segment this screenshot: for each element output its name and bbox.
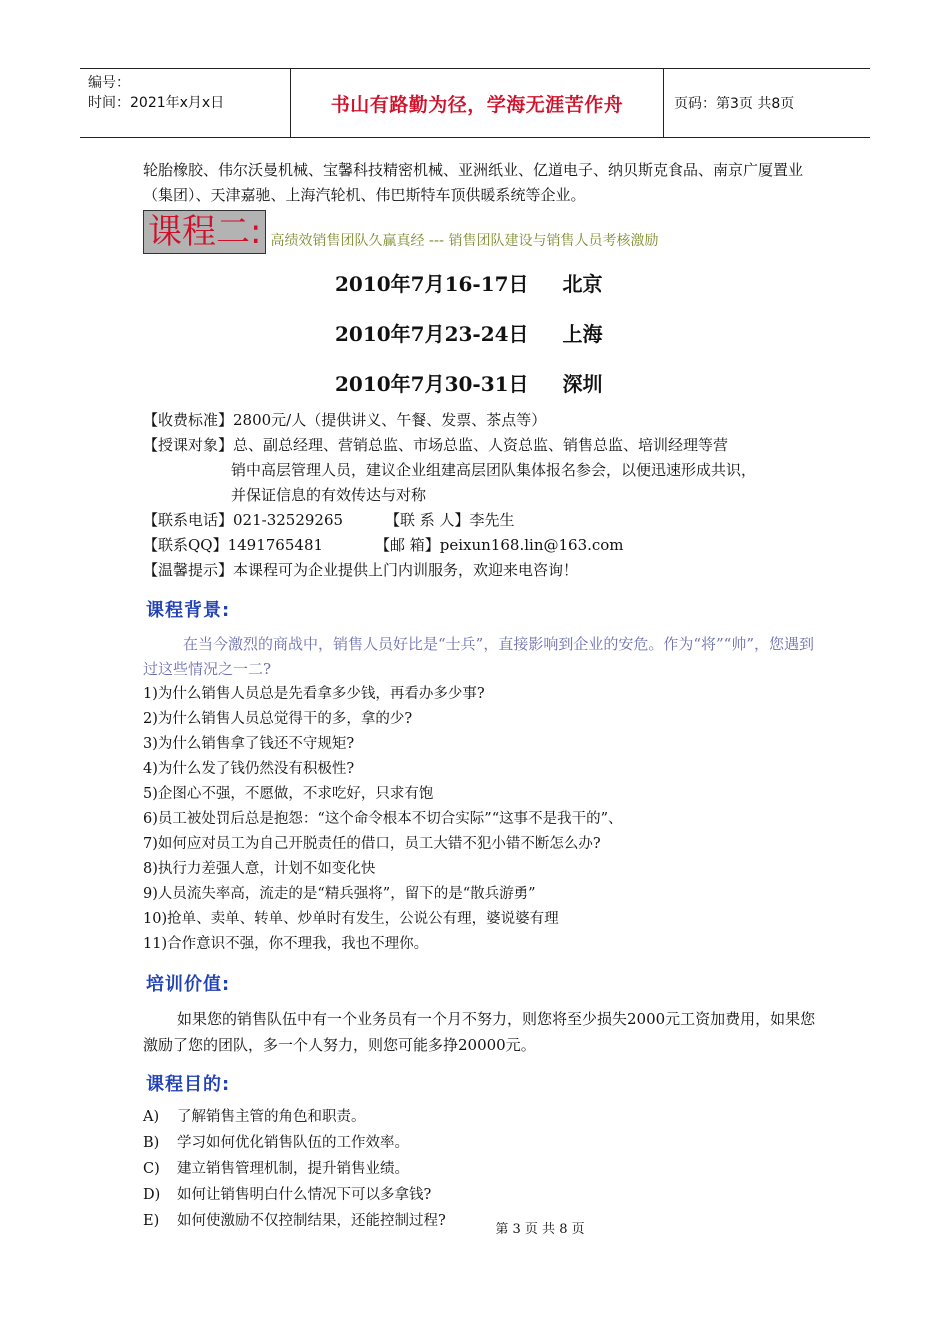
list-item: 8)执行力差强人意，计划不如变化快 [143,861,376,877]
list-item [143,1104,446,1130]
item-key: C) [143,1161,160,1177]
course-label: 课程二: [143,210,266,254]
session-item [335,318,603,368]
phone-line: 【联系电话】021-32529265 [143,511,344,529]
time-label: 时间：2021年x月x日 [88,95,225,111]
value-heading: 培训价值: [146,974,231,995]
footer-page-number: 第 3 页 共 8 页 [495,1222,585,1237]
audience-line: 【授课对象】总、副总经理、营销总监、市场总监、人资总监、销售总监、培训经理等营 [143,436,729,454]
session-date: 2010年7月30-31日 [335,372,529,396]
background-list [143,682,623,957]
number-label: 编号： [88,75,130,91]
item-key: A) [143,1109,160,1125]
item-text: 了解销售主管的角色和职责。 [177,1109,366,1125]
item-text: 建立销售管理机制，提升销售业绩。 [177,1161,409,1177]
list-item [143,1156,446,1182]
intro-paragraph: 轮胎橡胶、伟尔沃曼机械、宝馨科技精密机械、亚洲纸业、亿道电子、纳贝斯克食品、南京广厦置业（集团）、天津嘉驰、上海汽轮机、伟巴斯特车顶供暖系统等企业。 [143,161,804,204]
list-item [143,1130,446,1156]
qq-line: 【联系QQ】1491765481 [143,536,324,554]
item-key: E) [143,1213,160,1229]
session-city: 北京 [562,272,603,296]
contact-person: 【联 系 人】李先生 [385,511,515,529]
session-date: 2010年7月16-17日 [335,272,529,296]
tip-line: 【温馨提示】本课程可为企业提供上门内训服务，欢迎来电咨询！ [143,561,579,579]
session-city: 深圳 [562,372,603,396]
course-title-row [143,210,659,254]
audience-line: 销中高层管理人员，建议企业组建高层团队集体报名参会，以便迅速形成共识， [231,461,757,479]
goals-list [143,1104,446,1234]
header-meta [80,69,291,137]
list-item [143,1182,446,1208]
list-item: 3)为什么销售拿了钱还不守规矩? [143,736,355,752]
list-item: 5)企图心不强，不愿做，不求吃好，只求有饱 [143,786,434,802]
list-item: 9)人员流失率高，流走的是“精兵强将”，留下的是“散兵游勇” [143,886,536,902]
session-city: 上海 [562,322,603,346]
course-info [143,408,833,583]
list-item: 7)如何应对员工为自己开脱责任的借口，员工大错不犯小错不断怎么办? [143,836,601,852]
item-text: 如何使激励不仅控制结果，还能控制过程? [177,1213,446,1229]
email-line: 【邮 箱】peixun168.lin@163.com [375,536,624,554]
background-lead: 在当今激烈的商战中，销售人员好比是“士兵”，直接影响到企业的安危。作为“将”“帅”，您遇到过这些情况之一二? [143,635,815,678]
page-footer [0,1218,950,1237]
list-item: 10)抢单、卖单、转单、炒单时有发生，公说公有理，婆说婆有理 [143,911,559,927]
list-item: 4)为什么发了钱仍然没有积极性? [143,761,355,777]
list-item: 11)合作意识不强，你不理我，我也不理你。 [143,936,429,952]
course-subtitle: 高绩效销售团队久赢真经 --- 销售团队建设与销售人员考核激励 [270,233,659,249]
session-list [335,268,603,418]
value-paragraph: 如果您的销售队伍中有一个业务员有一个月不努力，则您将至少损失2000元工资加费用，如果您激励了您的团队，多一个人努力，则您可能多挣20000元。 [143,1010,816,1054]
goals-heading: 课程目的: [146,1074,231,1095]
fee-line: 【收费标准】2800元/人（提供讲义、午餐、发票、茶点等） [143,411,547,429]
audience-line: 并保证信息的有效传达与对称 [231,486,427,504]
background-heading: 课程背景: [146,600,231,621]
contact-row [143,508,833,533]
header-page-label: 页码：第3页 共8页 [674,96,795,112]
document-header [80,68,870,138]
item-text: 如何让销售明白什么情况下可以多拿钱? [177,1187,432,1203]
header-motto: 书山有路勤为径，学海无涯苦作舟 [291,69,664,137]
list-item: 2)为什么销售人员总觉得干的多，拿的少? [143,711,413,727]
item-key: D) [143,1187,161,1203]
list-item: 6)员工被处罚后总是抱怨：“这个命令根本不切合实际”“这事不是我干的”、 [143,811,623,827]
item-text: 学习如何优化销售队伍的工作效率。 [177,1135,409,1151]
contact-row [143,533,833,558]
item-key: B) [143,1135,160,1151]
list-item: 1)为什么销售人员总是先看拿多少钱，再看办多少事? [143,686,485,702]
session-date: 2010年7月23-24日 [335,322,529,346]
session-item [335,268,603,318]
